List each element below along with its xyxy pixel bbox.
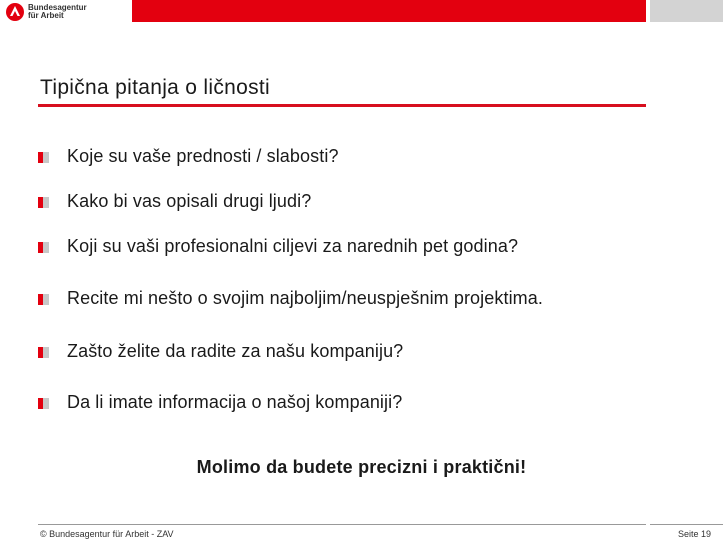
bullet-text: Recite mi nešto o svojim najboljim/neuspješnim projektima. (67, 288, 543, 308)
bullet-item (38, 388, 678, 418)
bullet-text: Kako bi vas opisali drugi ljudi? (67, 191, 312, 211)
footer-divider-right (650, 524, 723, 525)
bullet-text: Da li imate informacija o našoj kompaniji? (67, 392, 403, 412)
closing-statement: Molimo da budete precizni i praktični! (196, 457, 527, 477)
bullet-text: Zašto želite da radite za našu kompaniju? (67, 341, 404, 361)
bullet-item (38, 284, 678, 314)
bullet-marker-icon (38, 152, 50, 163)
bullet-marker-icon (38, 398, 50, 409)
footer-copyright: © Bundesagentur für Arbeit - ZAV (40, 529, 174, 539)
footer-page-number: Seite 19 (677, 529, 711, 539)
bullet-marker-icon (38, 347, 50, 358)
bullet-marker-icon (38, 242, 50, 253)
bullet-item (38, 232, 678, 262)
bullet-marker-icon (38, 294, 50, 305)
logo-line-2: für Arbeit (28, 11, 64, 20)
footer-divider (38, 524, 646, 525)
bullet-item (38, 142, 678, 172)
logo-line-1: Bundesagentur (28, 3, 87, 12)
bullet-marker-icon (38, 197, 50, 208)
bullet-text: Koji su vaši profesionalni ciljevi za narednih pet godina? (67, 236, 519, 256)
bullet-text: Koje su vaše prednosti / slabosti? (67, 146, 339, 166)
bullet-item (38, 337, 678, 367)
bullet-item (38, 187, 678, 217)
slide-title: Tipična pitanja o ličnosti (40, 76, 270, 99)
